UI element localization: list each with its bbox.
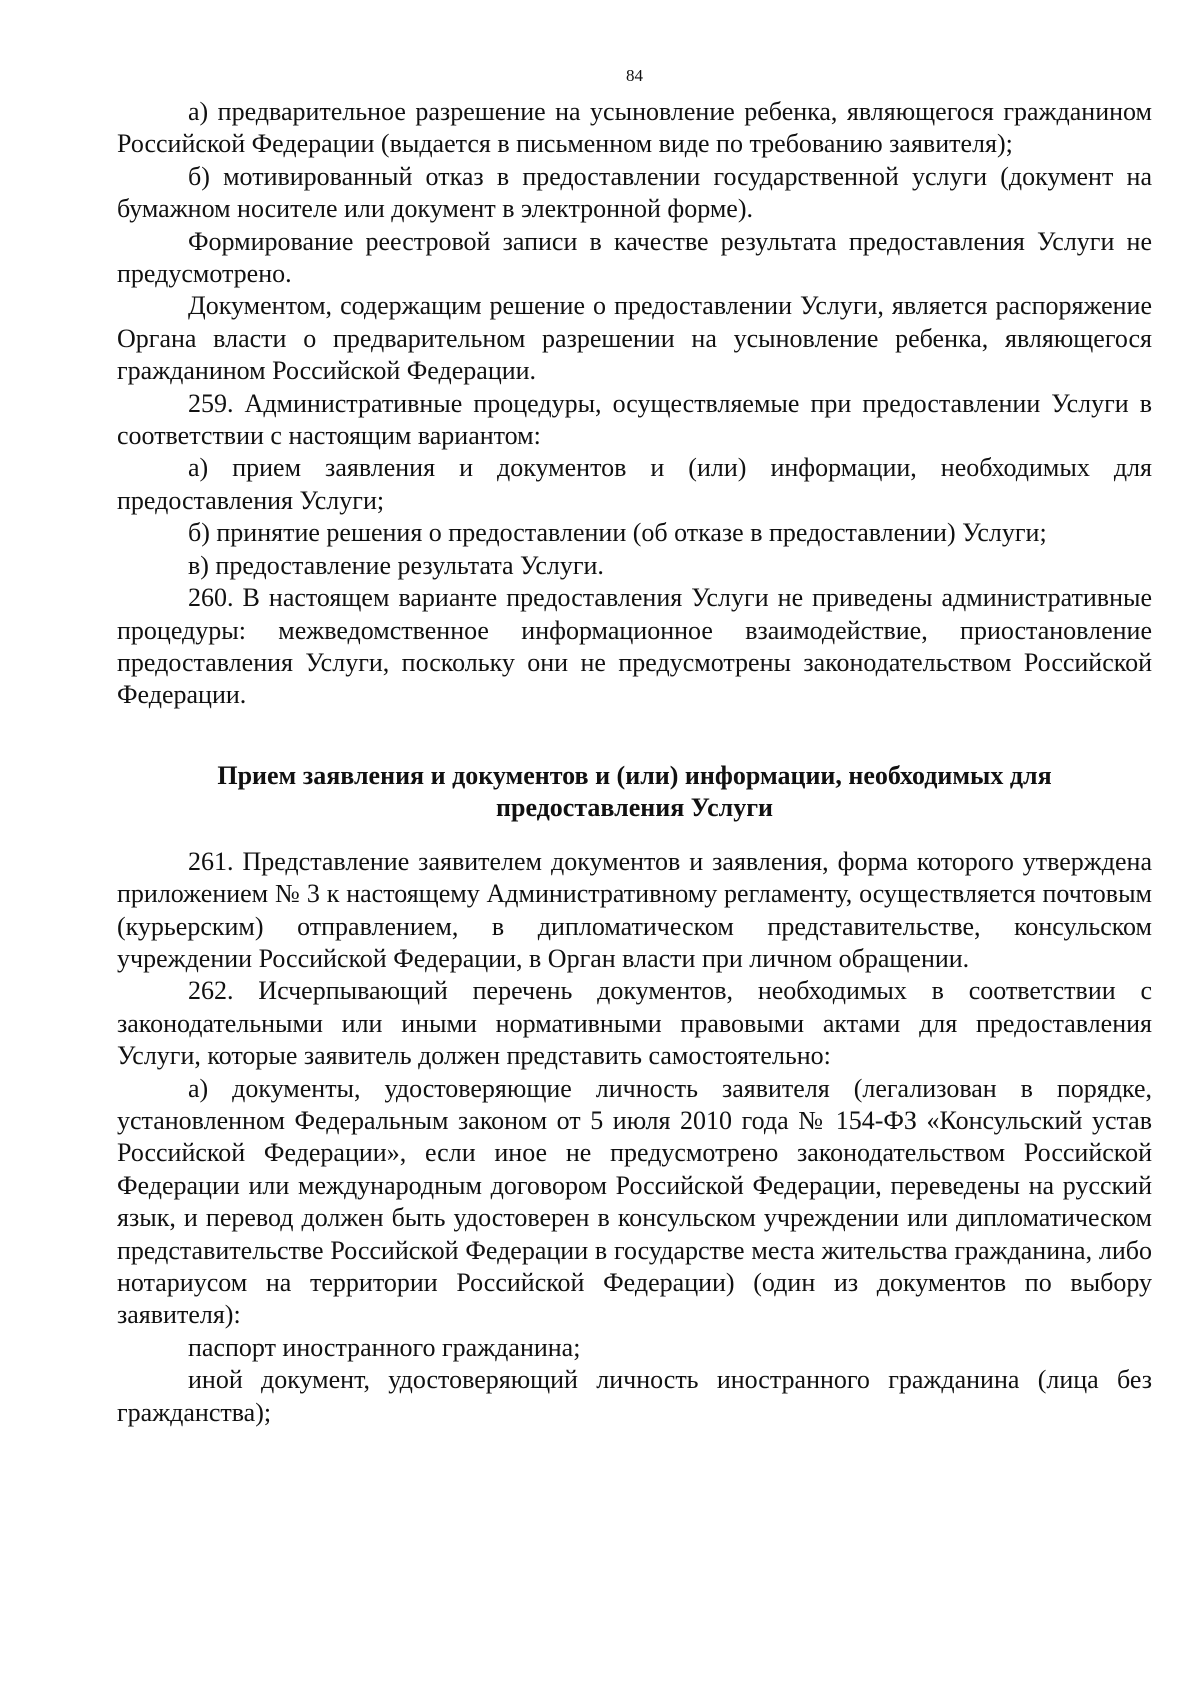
paragraph-262: 262. Исчерпывающий перечень документов, необходимых в соответствии с законодательными или иными нормативными правовыми актами для предоставления Услуги, которые заявитель должен представить самостоятельно: — [117, 976, 1152, 1071]
paragraph-261: 261. Представление заявителем документов и заявления, форма которого утверждена приложением № 3 к настоящему Административному регламенту, осуществляется почтовым (курьерским) отправлением, в дипломатическом представительстве, консульском учреждении Российской Федерации, в Орган власти при личном обращении. — [117, 846, 1152, 973]
section-heading-line-1: Прием заявления и документов и (или) информации, необходимых для — [217, 760, 1052, 790]
spacer — [117, 824, 1152, 846]
paragraph-decision-document: Документом, содержащим решение о предоставлении Услуги, является распоряжение Органа власти о предварительном разрешении на усыновление ребенка, являющегося гражданином Российской Федерации. — [117, 291, 1152, 386]
paragraph-260: 260. В настоящем варианте предоставления Услуги не приведены административные процедуры: межведомственное информационное взаимодействие, приостановление предоставления Услуги, поскольку они не предусмотрены законодательством Российской Федерации. — [117, 583, 1152, 710]
paragraph-procedure-c: в) предоставление результата Услуги. — [188, 550, 604, 580]
paragraph-other-identity-document: иной документ, удостоверяющий личность иностранного гражданина (лица без гражданства); — [117, 1365, 1152, 1427]
paragraph-registry-record: Формирование реестровой записи в качестве результата предоставления Услуги не предусмотрено. — [117, 226, 1152, 289]
paragraph-procedure-a: а) прием заявления и документов и (или) информации, необходимых для предоставления Услуги; — [117, 453, 1152, 515]
paragraph-result-a: а) предварительное разрешение на усыновление ребенка, являющегося гражданином Российской Федерации (выдается в письменном виде по требованию заявителя); — [117, 97, 1152, 159]
section-heading — [117, 760, 1152, 824]
section-heading-line-2: предоставления Услуги — [496, 792, 773, 822]
document-page — [117, 66, 1152, 1429]
paragraph-identity-documents: а) документы, удостоверяющие личность заявителя (легализован в порядке, установленном Федеральным законом от 5 июля 2010 года № 154-ФЗ «Консульский устав Российской Федерации», если иное не предусмотрено законодательством Российской Федерации или международным договором Российской Федерации, переведены на русский язык, и перевод должен быть удостоверен в консульском учреждении или дипломатическом представительстве Российской Федерации в государстве места жительства гражданина, либо нотариусом на территории Российской Федерации) (один из документов по выбору заявителя): — [117, 1073, 1152, 1330]
spacer — [117, 712, 1152, 760]
paragraph-foreign-passport: паспорт иностранного гражданина; — [188, 1332, 581, 1362]
paragraph-procedure-b: б) принятие решения о предоставлении (об отказе в предоставлении) Услуги; — [188, 518, 1047, 548]
paragraph-result-b: б) мотивированный отказ в предоставлении государственной услуги (документ на бумажном носителе или документ в электронной форме). — [117, 161, 1152, 224]
paragraph-259: 259. Административные процедуры, осуществляемые при предоставлении Услуги в соответствии с настоящим вариантом: — [117, 388, 1152, 451]
page-number: 84 — [626, 66, 643, 85]
